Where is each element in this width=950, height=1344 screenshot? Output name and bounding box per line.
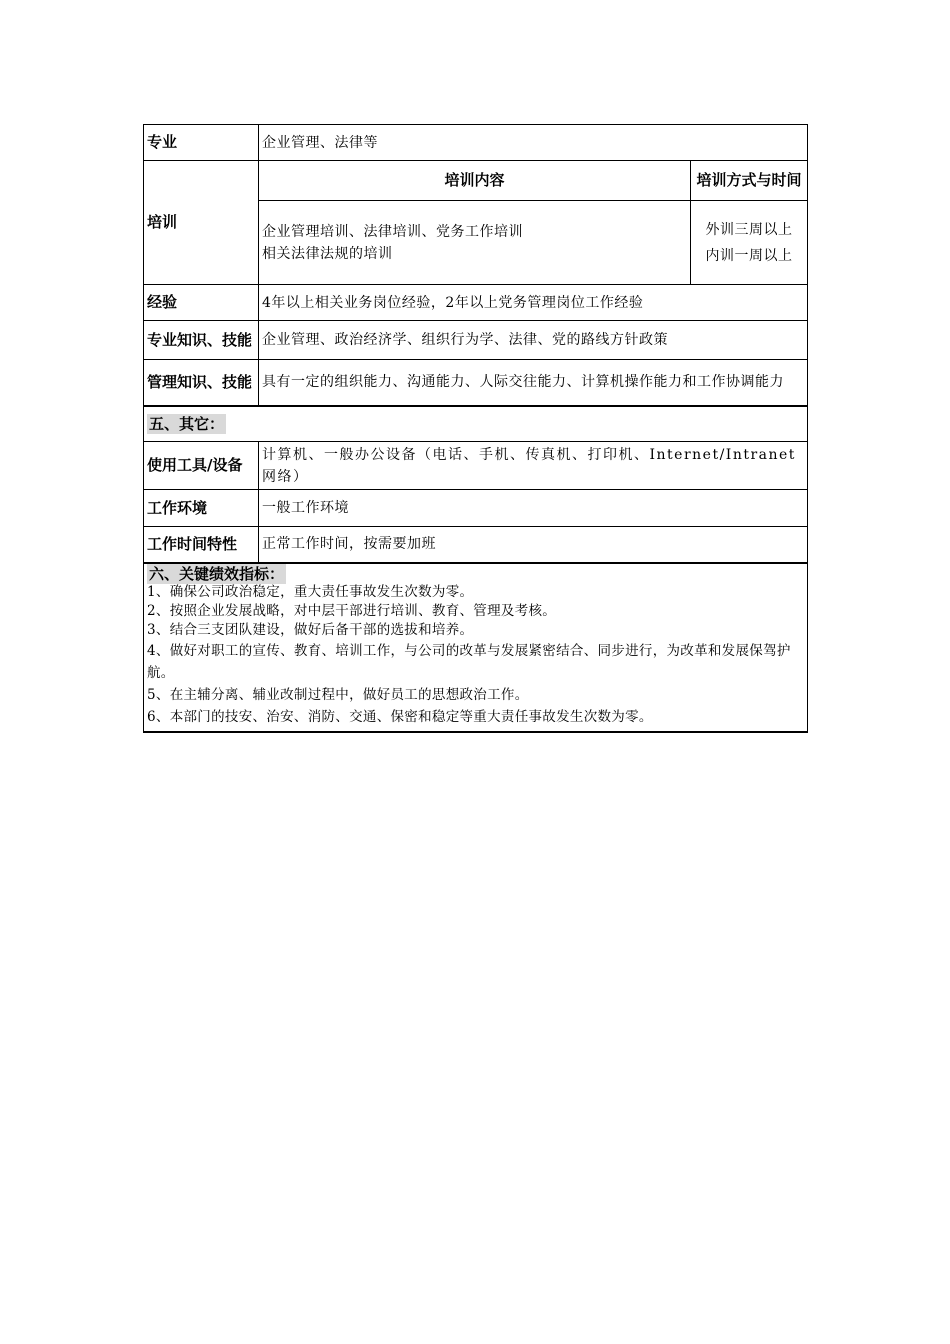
row-major: [144, 125, 808, 161]
section6-title-text: 六、关键绩效指标：: [149, 564, 285, 583]
row-environment: [144, 490, 808, 527]
work-time-label: 工作时间特性: [144, 527, 259, 563]
training-content-header: 培训内容: [259, 161, 691, 201]
kpi-item: 6、本部门的技安、治安、消防、交通、保密和稳定等重大责任事故发生次数为零。: [147, 708, 653, 725]
mgmt-knowledge-label: 管理知识、技能: [144, 360, 259, 406]
tools-label: 使用工具/设备: [144, 442, 259, 490]
training-label: 培训: [144, 161, 259, 285]
training-content-line: 企业管理培训、法律培训、党务工作培训: [262, 223, 523, 240]
mgmt-knowledge-value: 具有一定的组织能力、沟通能力、人际交往能力、计算机操作能力和工作协调能力: [259, 360, 808, 406]
requirements-table: [143, 124, 808, 733]
section5-title: [144, 406, 808, 442]
training-content-line: 相关法律法规的培训: [262, 245, 393, 262]
kpi-item: 2、按照企业发展战略，对中层干部进行培训、教育、管理及考核。: [147, 602, 557, 619]
prof-knowledge-value: 企业管理、政治经济学、组织行为学、法律、党的路线方针政策: [259, 321, 808, 360]
training-method: [691, 201, 808, 285]
row-mgmt-knowledge: [144, 360, 808, 406]
row-work-time: [144, 527, 808, 563]
training-method-header: 培训方式与时间: [691, 161, 808, 201]
kpi-item: 5、在主辅分离、辅业改制过程中，做好员工的思想政治工作。: [147, 686, 529, 703]
row-section6: [144, 563, 808, 732]
environment-value: 一般工作环境: [259, 490, 808, 527]
row-tools: [144, 442, 808, 490]
experience-label: 经验: [144, 285, 259, 321]
row-prof-knowledge: [144, 321, 808, 360]
row-section5-title: [144, 406, 808, 442]
row-training-header: [144, 161, 808, 201]
major-value: 企业管理、法律等: [259, 125, 808, 161]
experience-value: 4年以上相关业务岗位经验，2年以上党务管理岗位工作经验: [259, 285, 808, 321]
major-label: 专业: [144, 125, 259, 161]
kpi-item: 3、结合三支团队建设，做好后备干部的选拔和培养。: [147, 621, 474, 638]
job-description-table: [143, 124, 807, 733]
row-experience: [144, 285, 808, 321]
training-content: [259, 201, 691, 285]
section6-title: [147, 566, 804, 583]
section5-title-text: 五、其它：: [149, 414, 225, 433]
kpi-item: 4、做好对职工的宣传、教育、培训工作，与公司的改革与发展紧密结合、同步进行，为改革和发展保驾护航。: [147, 642, 791, 681]
section6-block: [144, 563, 808, 732]
kpi-item: 1、确保公司政治稳定，重大责任事故发生次数为零。: [147, 583, 474, 600]
work-time-value: 正常工作时间，按需要加班: [259, 527, 808, 563]
training-method-line: 内训一周以上: [705, 247, 793, 264]
tools-value: 计算机、一般办公设备（电话、手机、传真机、打印机、Internet/Intranet网络）: [259, 442, 808, 490]
environment-label: 工作环境: [144, 490, 259, 527]
prof-knowledge-label: 专业知识、技能: [144, 321, 259, 360]
training-method-line: 外训三周以上: [705, 221, 793, 238]
